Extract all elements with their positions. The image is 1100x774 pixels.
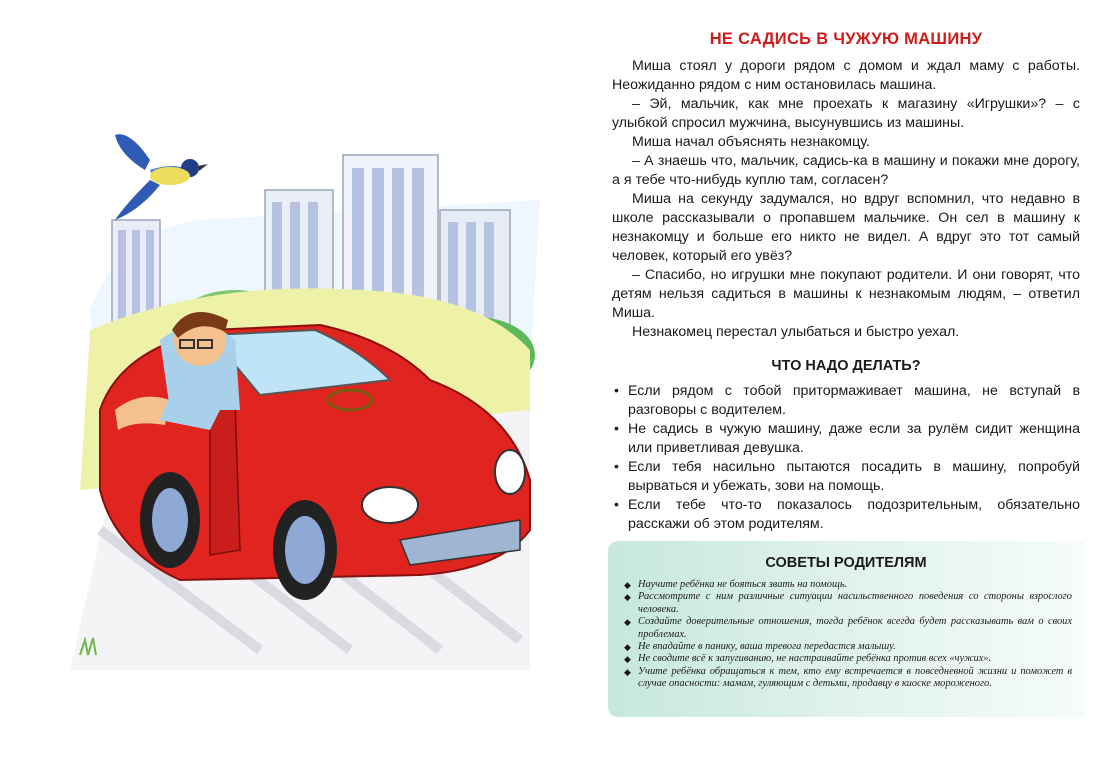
story-paragraph: – А знаешь что, мальчик, садись-ка в машину и покажи мне дорогу, а я тебе что-нибудь куплю там, согласен? (612, 153, 1080, 188)
story-paragraph: Незнакомец перестал улыбаться и быстро уехал. (632, 324, 960, 340)
list-item-text: Если рядом с тобой притормаживает машина, не вступай в разговоры с водителем. (628, 383, 1080, 418)
list-item (624, 591, 1072, 616)
story-column (612, 30, 1080, 534)
list-item-text: Учите ребёнка обращаться к тем, кто ему встречается в повседневной жизни и поможет в случае опасности: мамам, гуляющим с детьми, продавцу в киоске мороженого. (638, 665, 1072, 690)
list-item (612, 496, 1080, 534)
list-item-text: Научите ребёнка не бояться звать на помощь. (638, 579, 848, 590)
diamond-bullet-icon: ◆ (624, 666, 631, 677)
bird (115, 134, 208, 220)
what-to-do-list (612, 382, 1080, 534)
list-item (612, 458, 1080, 496)
parents-advice-title: СОВЕТЫ РОДИТЕЛЯМ (765, 555, 927, 571)
list-item (624, 616, 1072, 641)
list-item-text: Не сводите всё к запугиванию, не настраивайте ребёнка против всех «чужих». (638, 653, 992, 665)
list-item-text: Создайте доверительные отношения, тогда ребёнок всегда будет рассказывать вам о своих проблемах. (638, 616, 1072, 640)
story-paragraph: Миша на секунду задумался, но вдруг вспомнил, что недавно в школе рассказывали о пропавшем мальчике. Он сел в машину к незнакомцу и больше его никто не видел. А вдруг это тот самый человек, который его увёз? (612, 191, 1080, 264)
diamond-bullet-icon: ◆ (624, 642, 631, 653)
parents-advice-list (608, 579, 1084, 691)
diamond-bullet-icon: ◆ (624, 592, 631, 603)
list-item (624, 666, 1072, 691)
diamond-bullet-icon: ◆ (624, 580, 631, 590)
bullet-icon: • (614, 459, 619, 475)
bullet-icon: • (614, 383, 619, 399)
bullet-icon: • (614, 421, 619, 437)
story-title: НЕ САДИСЬ В ЧУЖУЮ МАШИНУ (709, 30, 983, 48)
story-paragraph: – Спасибо, но игрушки мне покупают родители. И они говорят, что детям нельзя садиться в машины к незнакомым людям, – ответил Миша. (612, 267, 1080, 321)
story-paragraph: – Эй, мальчик, как мне проехать к магазину «Игрушки»? – с улыбкой спросил мужчина, высунувшись из машины. (612, 96, 1080, 131)
diamond-bullet-icon: ◆ (624, 654, 631, 665)
car-stranger-illustration (60, 110, 580, 670)
list-item-text: Не впадайте в панику, ваша тревога передастся малышу. (638, 641, 896, 653)
list-item-text: Рассмотрите с ним различные ситуации насильственного поведения со стороны взрослого человека. (638, 591, 1072, 615)
list-item (612, 420, 1080, 458)
bullet-icon: • (614, 497, 619, 513)
list-item (624, 653, 1072, 665)
list-item-text: Если тебе что-то показалось подозрительным, обязательно расскажи об этом родителям. (628, 497, 1080, 532)
story-paragraph: Миша стоял у дороги рядом с домом и ждал маму с работы. Неожиданно рядом с ним остановилась машина. (612, 58, 1080, 93)
parents-advice-panel (608, 541, 1084, 717)
list-item-text: Если тебя насильно пытаются посадить в машину, попробуй вырваться и убежать, зови на помощь. (628, 459, 1080, 494)
what-to-do-title: ЧТО НАДО ДЕЛАТЬ? (771, 358, 921, 374)
list-item-text: Не садись в чужую машину, даже если за рулём сидит женщина или приветливая девушка. (628, 421, 1080, 456)
story-paragraph: Миша начал объяснять незнакомцу. (632, 134, 870, 150)
list-item (612, 382, 1080, 420)
list-item (624, 641, 1072, 653)
story-illustration (60, 110, 580, 670)
diamond-bullet-icon: ◆ (624, 617, 631, 628)
list-item (624, 579, 1072, 591)
